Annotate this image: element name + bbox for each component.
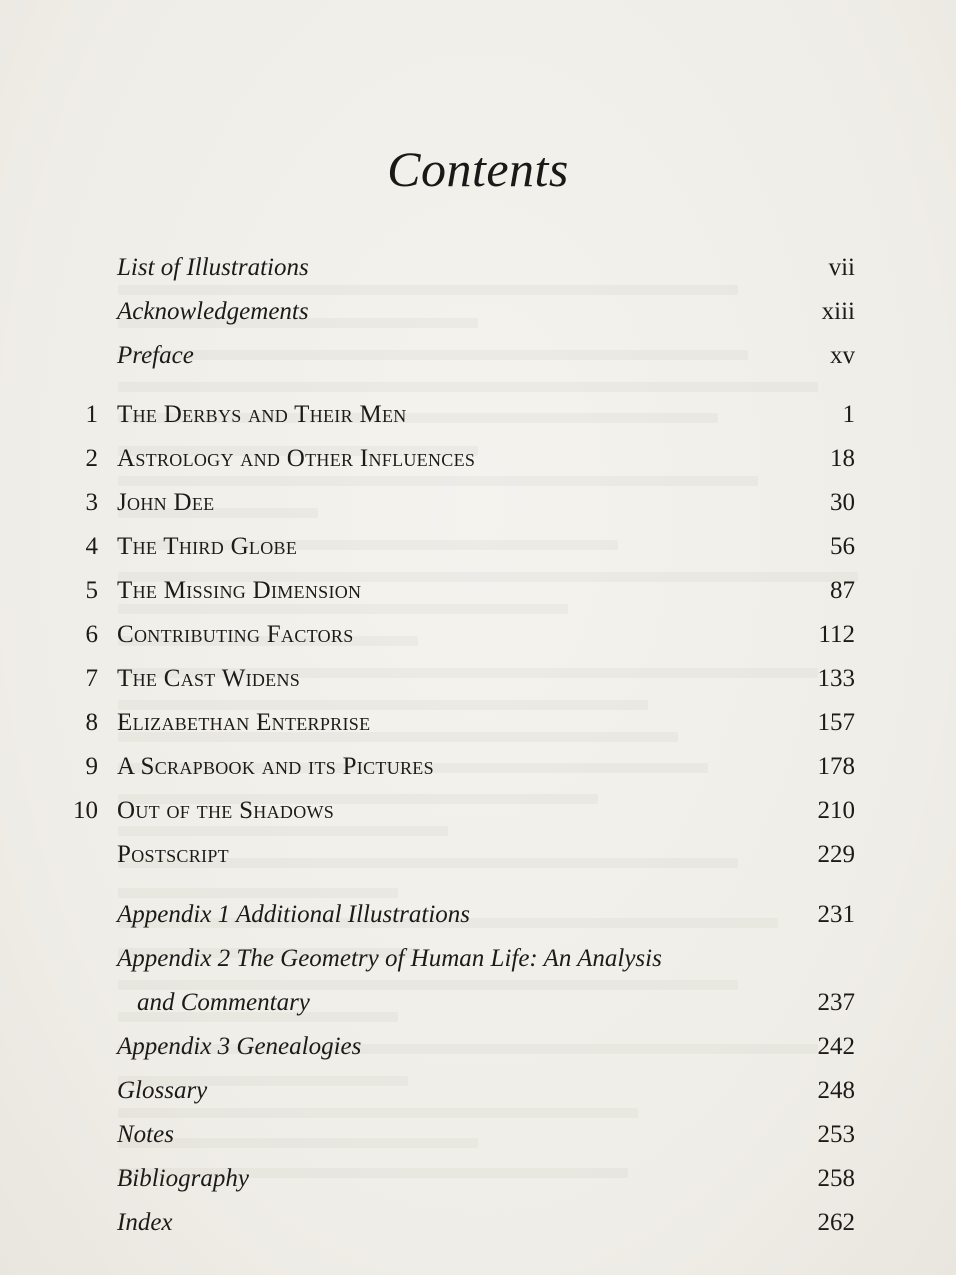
page-number: 237	[817, 989, 855, 1016]
chapter-number: 2	[85, 445, 98, 472]
entry-title: Index	[117, 1209, 173, 1236]
page-number: 231	[817, 901, 855, 928]
ghost-line	[118, 350, 748, 360]
ghost-line	[118, 476, 758, 486]
entry-title: A Scrapbook and its Pictures	[117, 753, 434, 780]
entry-title: Out of the Shadows	[117, 797, 335, 824]
chapter-number: 8	[85, 709, 98, 736]
page-number: 210	[817, 797, 855, 824]
ghost-line	[118, 888, 398, 898]
page-number: 258	[817, 1165, 855, 1192]
ghost-line	[118, 382, 818, 392]
entry-title: The Derbys and Their Men	[117, 401, 407, 428]
entry-title: List of Illustrations	[117, 254, 309, 281]
chapter-number: 9	[85, 753, 98, 780]
page-number: 262	[817, 1209, 855, 1236]
entry-title: Appendix 3 Genealogies	[117, 1033, 362, 1060]
page-number: 248	[817, 1077, 855, 1104]
entry-title: Appendix 1 Additional Illustrations	[117, 901, 471, 928]
entry-title: John Dee	[117, 489, 215, 516]
entry-title: Astrology and Other Influences	[117, 445, 476, 472]
page-number: 30	[830, 489, 855, 516]
chapter-number: 4	[85, 533, 98, 560]
page-number: 1	[842, 401, 855, 428]
entry-title: Appendix 2 The Geometry of Human Life: An Analysis	[117, 945, 662, 972]
chapter-number: 6	[85, 621, 98, 648]
page-number: 56	[830, 533, 855, 560]
entry-title: The Cast Widens	[117, 665, 301, 692]
page-number: 157	[817, 709, 855, 736]
page-number: 133	[817, 665, 855, 692]
ghost-line	[118, 285, 738, 295]
entry-title: The Missing Dimension	[117, 577, 362, 604]
chapter-number: 3	[85, 489, 98, 516]
page-number: 112	[818, 621, 855, 648]
ghost-line	[118, 826, 448, 836]
page-number: vii	[828, 254, 855, 281]
page-number: xiii	[821, 298, 855, 325]
entry-title: Preface	[117, 342, 194, 369]
page-number: 18	[830, 445, 855, 472]
entry-title: Postscript	[117, 841, 229, 868]
page-number: 253	[817, 1121, 855, 1148]
chapter-number: 10	[73, 797, 98, 824]
page-number: 229	[817, 841, 855, 868]
entry-title: The Third Globe	[117, 533, 298, 560]
entry-title: Elizabethan Enterprise	[117, 709, 371, 736]
entry-title: Glossary	[117, 1077, 208, 1104]
entry-title: Contributing Factors	[117, 621, 354, 648]
page-number: xv	[830, 342, 855, 369]
entry-title: and Commentary	[137, 989, 310, 1016]
page-number: 178	[817, 753, 855, 780]
page-title: Contents	[387, 141, 569, 197]
page-number: 242	[817, 1033, 855, 1060]
entry-title: Acknowledgements	[117, 298, 309, 325]
chapter-number: 1	[85, 401, 98, 428]
chapter-number: 7	[85, 665, 98, 692]
chapter-number: 5	[85, 577, 98, 604]
page-number: 87	[830, 577, 855, 604]
entry-title: Notes	[117, 1121, 174, 1148]
entry-title: Bibliography	[117, 1165, 249, 1192]
ghost-line	[118, 1108, 638, 1118]
